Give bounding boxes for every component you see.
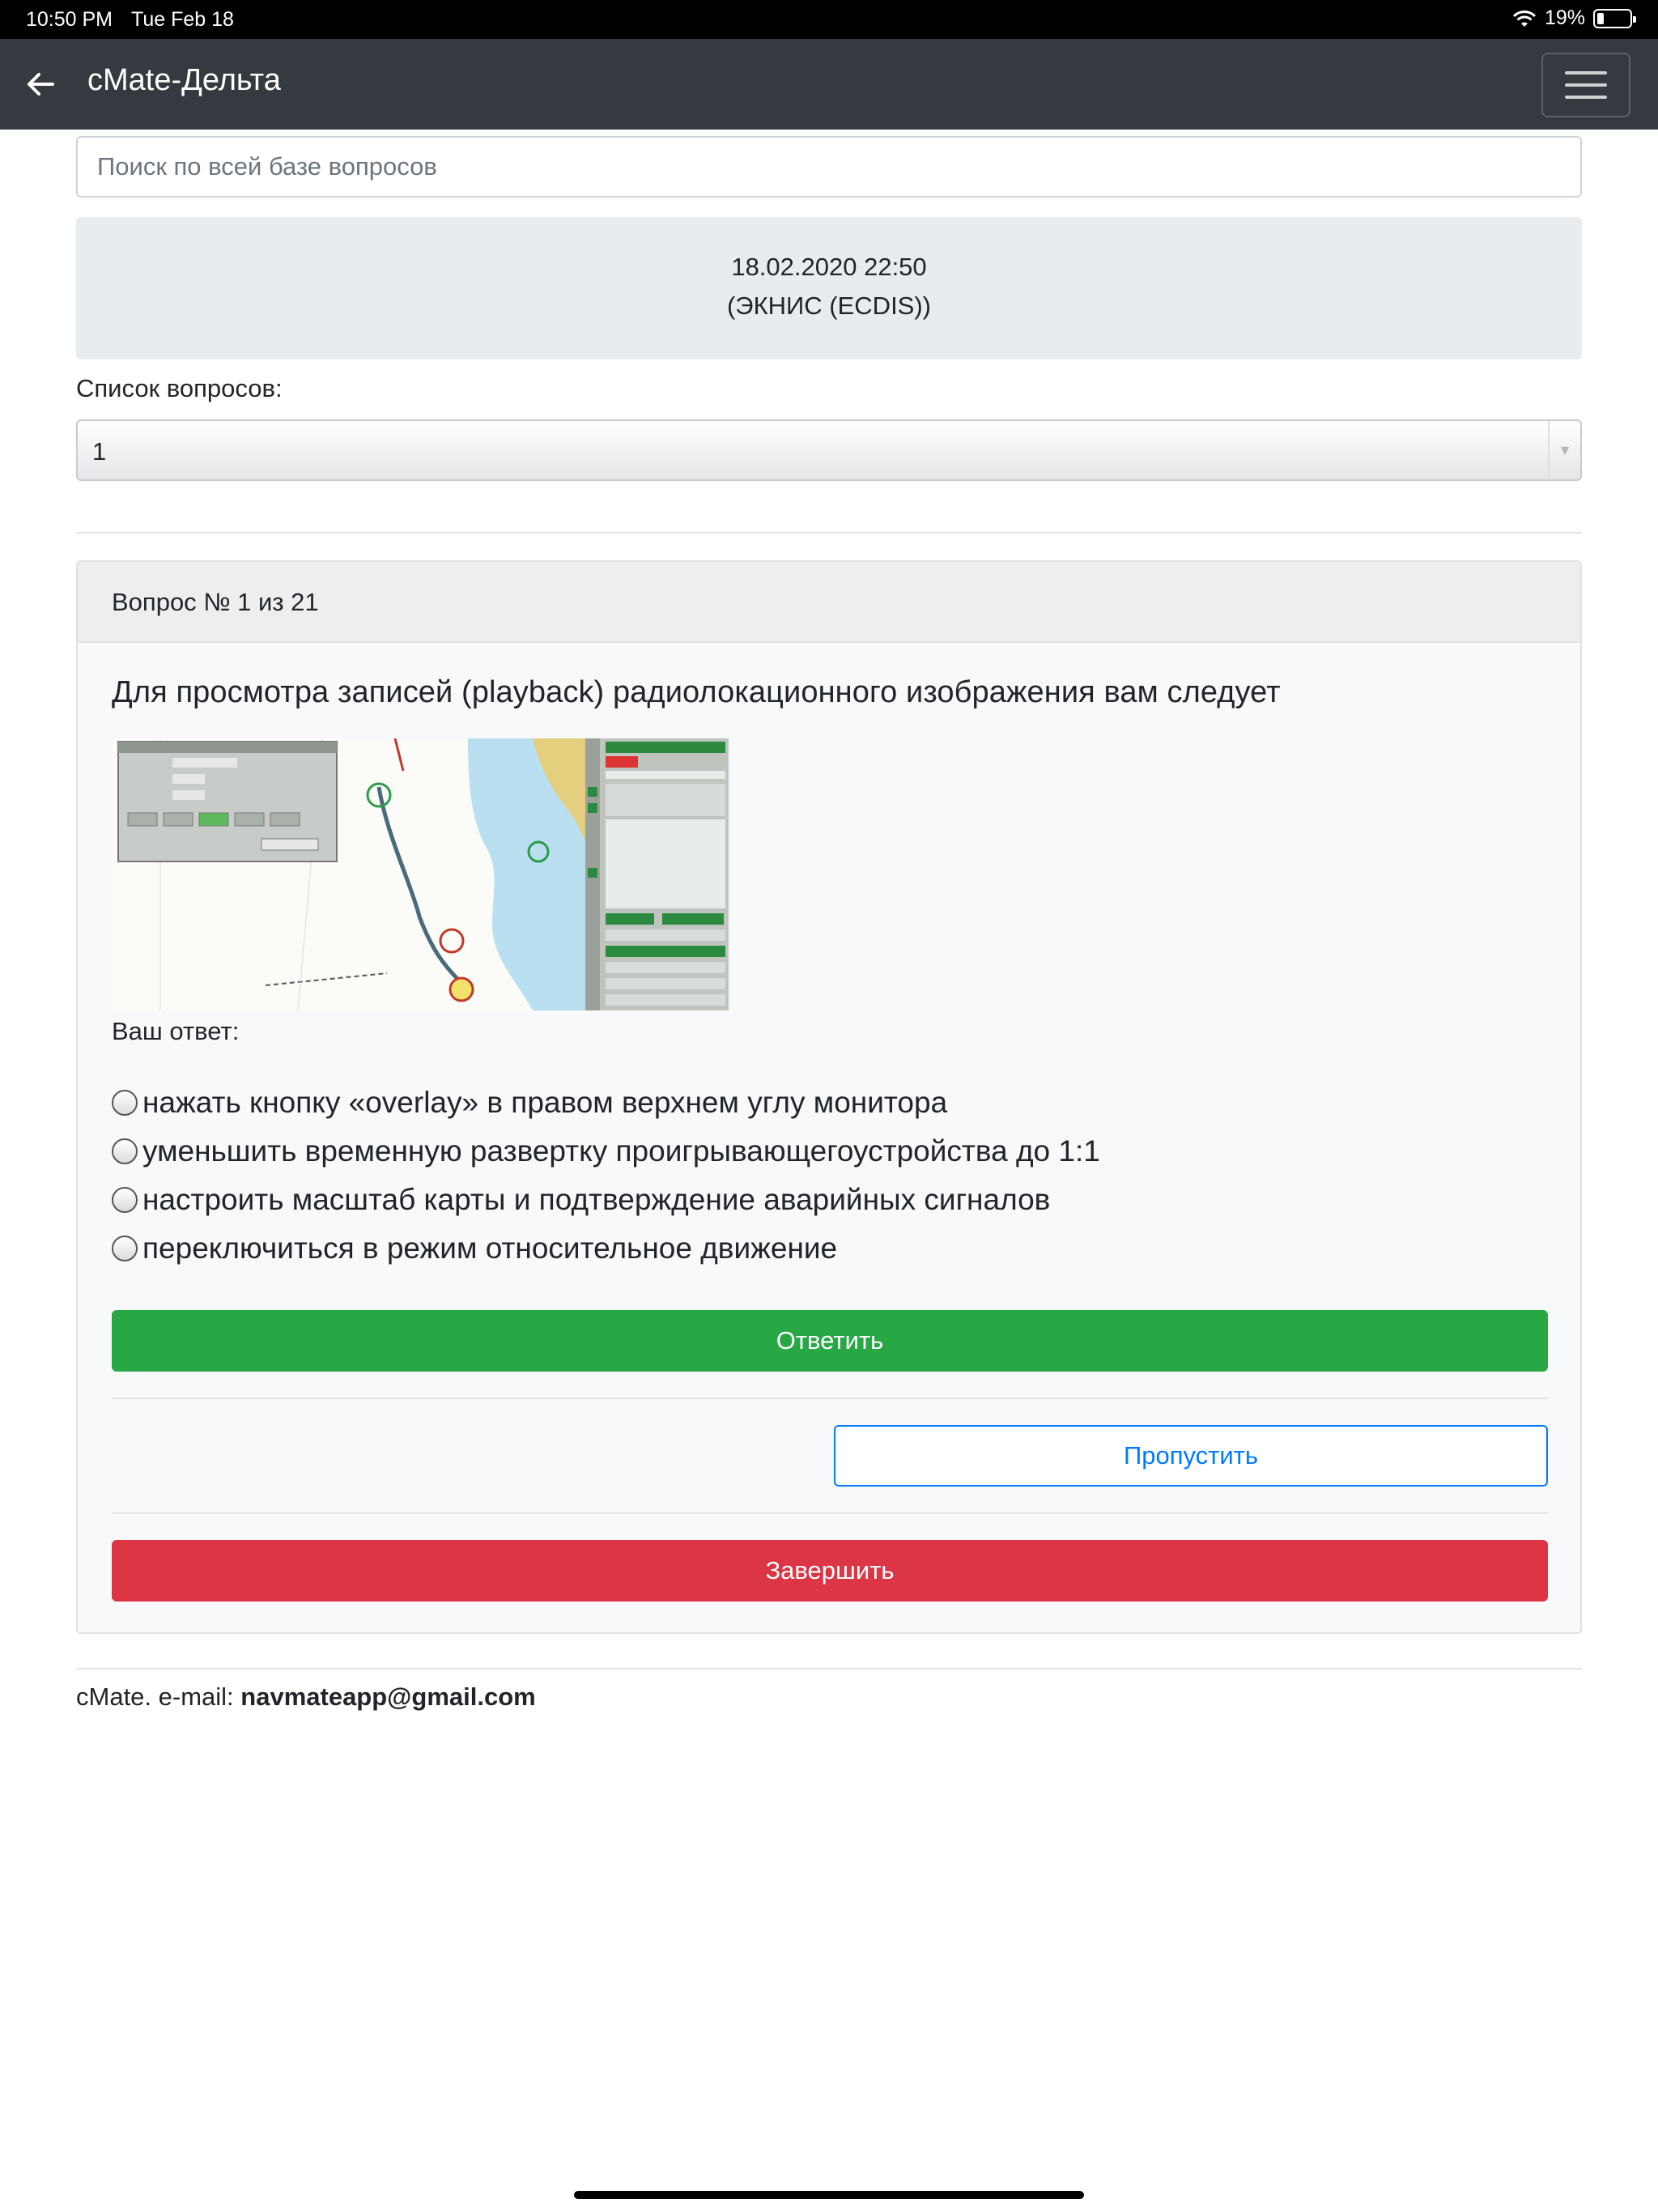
hamburger-line xyxy=(1565,96,1607,99)
answer-option-text: нажать кнопку «overlay» в правом верхнем углу монитора xyxy=(142,1086,948,1119)
answer-option-2[interactable] xyxy=(112,1134,1100,1168)
radio-button[interactable] xyxy=(112,1138,138,1164)
menu-toggle-button[interactable] xyxy=(1541,53,1630,117)
answer-option-1[interactable] xyxy=(112,1086,947,1120)
arrow-left-icon xyxy=(27,72,54,96)
app-title[interactable]: cMate-Дельта xyxy=(87,63,281,97)
card-header xyxy=(78,562,1580,643)
status-date: Tue Feb 18 xyxy=(131,8,234,31)
question-card xyxy=(76,560,1582,1634)
chevron-down-icon: ▼ xyxy=(1548,421,1580,479)
navbar xyxy=(0,39,1658,130)
divider xyxy=(76,1668,1582,1670)
battery-fill xyxy=(1597,13,1604,24)
back-button[interactable] xyxy=(19,63,62,105)
status-bar xyxy=(0,0,1658,39)
answer-label: Ваш ответ: xyxy=(112,1017,240,1045)
hamburger-line xyxy=(1565,71,1607,74)
radio-button[interactable] xyxy=(112,1236,138,1261)
question-list-label: Список вопросов: xyxy=(76,374,283,402)
ecdis-screenshot-image xyxy=(112,738,729,1010)
answer-option-text: уменьшить временную развертку проигрывающегоустройства до 1:1 xyxy=(142,1134,1100,1168)
status-time: 10:50 PM xyxy=(26,8,113,31)
question-select[interactable] xyxy=(76,419,1582,481)
radio-button[interactable] xyxy=(112,1090,138,1116)
footer-email[interactable]: navmateapp@gmail.com xyxy=(240,1682,536,1711)
session-topic: (ЭКНИС (ECDIS)) xyxy=(726,291,932,320)
question-image xyxy=(112,738,729,1010)
session-datetime: 18.02.2020 22:50 xyxy=(731,253,927,281)
search-input[interactable] xyxy=(76,136,1582,198)
home-indicator[interactable] xyxy=(574,2191,1084,2199)
footer-prefix: cMate. e-mail: xyxy=(76,1682,241,1711)
question-counter: Вопрос № 1 из 21 xyxy=(112,588,319,616)
divider xyxy=(76,532,1582,534)
question-text: Для просмотра записей (playback) радиолокационного изображения вам следует xyxy=(112,675,1281,709)
wifi-icon xyxy=(1512,9,1537,28)
answer-button[interactable]: Ответить xyxy=(112,1310,1548,1372)
answer-option-4[interactable] xyxy=(112,1231,837,1266)
battery-percent: 19% xyxy=(1544,6,1585,29)
divider xyxy=(112,1397,1548,1399)
finish-button[interactable]: Завершить xyxy=(112,1540,1548,1602)
answer-option-text: переключиться в режим относительное движение xyxy=(142,1231,838,1265)
answer-option-3[interactable] xyxy=(112,1183,1050,1217)
answer-option-text: настроить масштаб карты и подтверждение аварийных сигналов xyxy=(142,1183,1051,1216)
divider xyxy=(112,1512,1548,1514)
hamburger-line xyxy=(1565,83,1607,87)
status-right xyxy=(1512,6,1632,30)
skip-button[interactable]: Пропустить xyxy=(834,1425,1548,1487)
battery-icon xyxy=(1593,9,1632,28)
session-info xyxy=(76,217,1582,359)
footer xyxy=(76,1682,536,1712)
question-select-value: 1 xyxy=(92,437,107,466)
radio-button[interactable] xyxy=(112,1187,138,1213)
